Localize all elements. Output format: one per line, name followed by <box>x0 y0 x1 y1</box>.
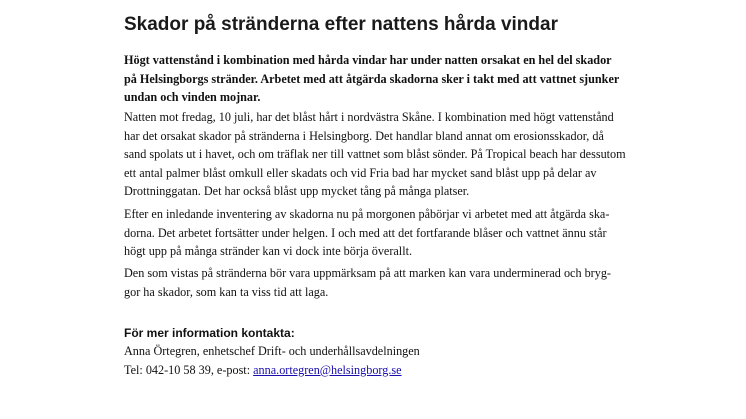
body-paragraph-1 <box>124 108 649 201</box>
body-line: dorna. Det arbetet fortsätter under helgen. I och med att det fortfarande blåser och vattnet ännu står <box>124 225 607 240</box>
body-line: Den som vistas på stränderna bör vara uppmärksam på att marken kan vara underminerad och bryg- <box>124 266 611 280</box>
email-link[interactable]: anna.ortegren@helsingborg.se <box>253 362 402 377</box>
lead-paragraph <box>124 51 649 107</box>
lead-line: undan och vinden mojnar. <box>124 90 261 104</box>
body-line: Natten mot fredag, 10 juli, har det blåst hårt i nordvästra Skåne. I kombination med högt vattenstånd <box>124 110 614 124</box>
body-line: sand spolats ut i havet, och om träflak ner till vattnet som blåst sönder. På Tropical beach har dessutom <box>124 147 626 161</box>
lead-line: på Helsingborgs stränder. Arbetet med att åtgärda skadorna sker i takt med att vattnet sjunker <box>124 71 620 86</box>
contact-heading: För mer information kontakta: <box>124 326 295 340</box>
body-paragraph-3 <box>124 264 649 301</box>
body-line: Drottninggatan. Det har också blåst upp mycket tång på många platser. <box>124 184 470 198</box>
contact-person: Anna Örtegren, enhetschef Drift- och underhållsavdelningen <box>124 344 420 358</box>
body-line: ett antal palmer blåst omkull eller skadats och vid Fria bad har mycket sand blåst upp på delar av <box>124 165 597 180</box>
lead-line: Högt vattenstånd i kombination med hårda vindar har under natten orsakat en hel del skador <box>124 53 612 67</box>
press-release-title: Skador på stränderna efter nattens hårda vindar <box>124 14 558 35</box>
body-paragraph-2 <box>124 205 649 261</box>
body-line: Efter en inledande inventering av skadorna nu på morgonen påbörjar vi arbetet med att åtgärda ska- <box>124 207 610 221</box>
body-line: högt upp på många stränder kan vi dock inte börja överallt. <box>124 244 413 258</box>
body-line: gor ha skador, som kan ta viss tid att laga. <box>124 284 329 299</box>
contact-phone-line <box>124 361 649 380</box>
contact-phone: Tel: 042-10 58 39, e-post: <box>124 362 254 377</box>
contact-block <box>124 324 649 379</box>
body-line: har det orsakat skador på stränderna i Helsingborg. Det handlar bland annat om erosionsskador, då <box>124 128 604 143</box>
